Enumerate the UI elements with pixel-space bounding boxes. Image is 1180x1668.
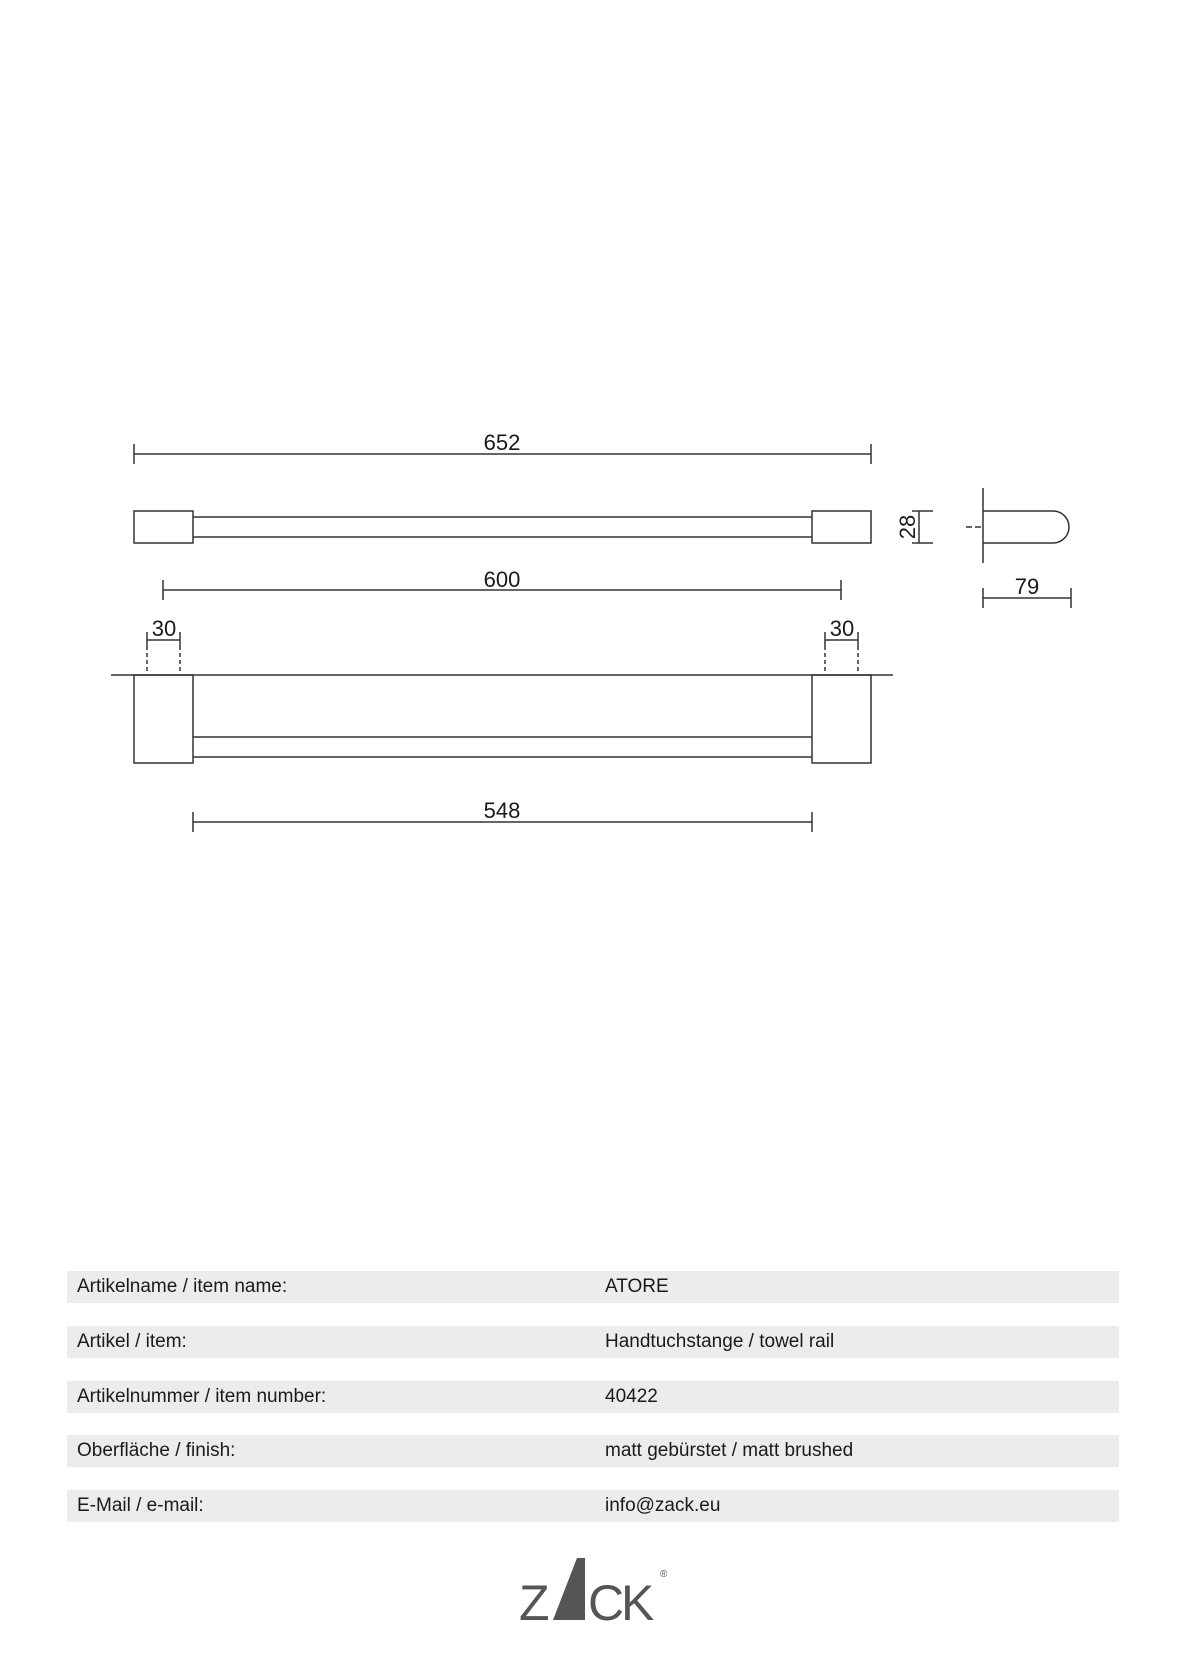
- dimension-label-overall-length: 652: [483, 430, 521, 455]
- spec-label: Oberfläche / finish:: [77, 1440, 236, 1461]
- dimension-label-height: 28: [895, 514, 920, 540]
- zack-logo: [515, 1555, 675, 1625]
- dimension-label-center-distance: 600: [483, 567, 521, 592]
- dimension-label-bracket-right: 30: [829, 616, 855, 641]
- svg-text:®: ®: [660, 1569, 668, 1580]
- spec-label: Artikelnummer / item number:: [77, 1386, 327, 1407]
- spec-value: Handtuchstange / towel rail: [605, 1331, 835, 1352]
- dimension-label-inner-length: 548: [483, 798, 521, 823]
- spec-value: ATORE: [605, 1276, 669, 1297]
- bracket-side-view: [966, 488, 1069, 563]
- spec-label: E-Mail / e-mail:: [77, 1495, 204, 1516]
- spec-label: Artikel / item:: [77, 1331, 187, 1352]
- spec-value: matt gebürstet / matt brushed: [605, 1440, 854, 1461]
- spec-value: 40422: [605, 1386, 658, 1407]
- spec-value: info@zack.eu: [605, 1495, 721, 1516]
- svg-text:K: K: [621, 1575, 655, 1625]
- rail-front-view: [111, 675, 893, 763]
- rail-top-view: [134, 511, 871, 543]
- svg-text:C: C: [588, 1575, 625, 1625]
- spec-label: Artikelname / item name:: [77, 1276, 288, 1297]
- spec-row-item-number: [67, 1381, 1119, 1413]
- spec-row-item-name: [67, 1271, 1119, 1303]
- dimension-label-projection: 79: [1014, 574, 1040, 599]
- dimension-label-bracket-left: 30: [151, 616, 177, 641]
- spec-row-email: [67, 1490, 1119, 1522]
- spec-row-finish: [67, 1435, 1119, 1467]
- spec-row-item: [67, 1326, 1119, 1358]
- svg-text:Z: Z: [519, 1575, 550, 1625]
